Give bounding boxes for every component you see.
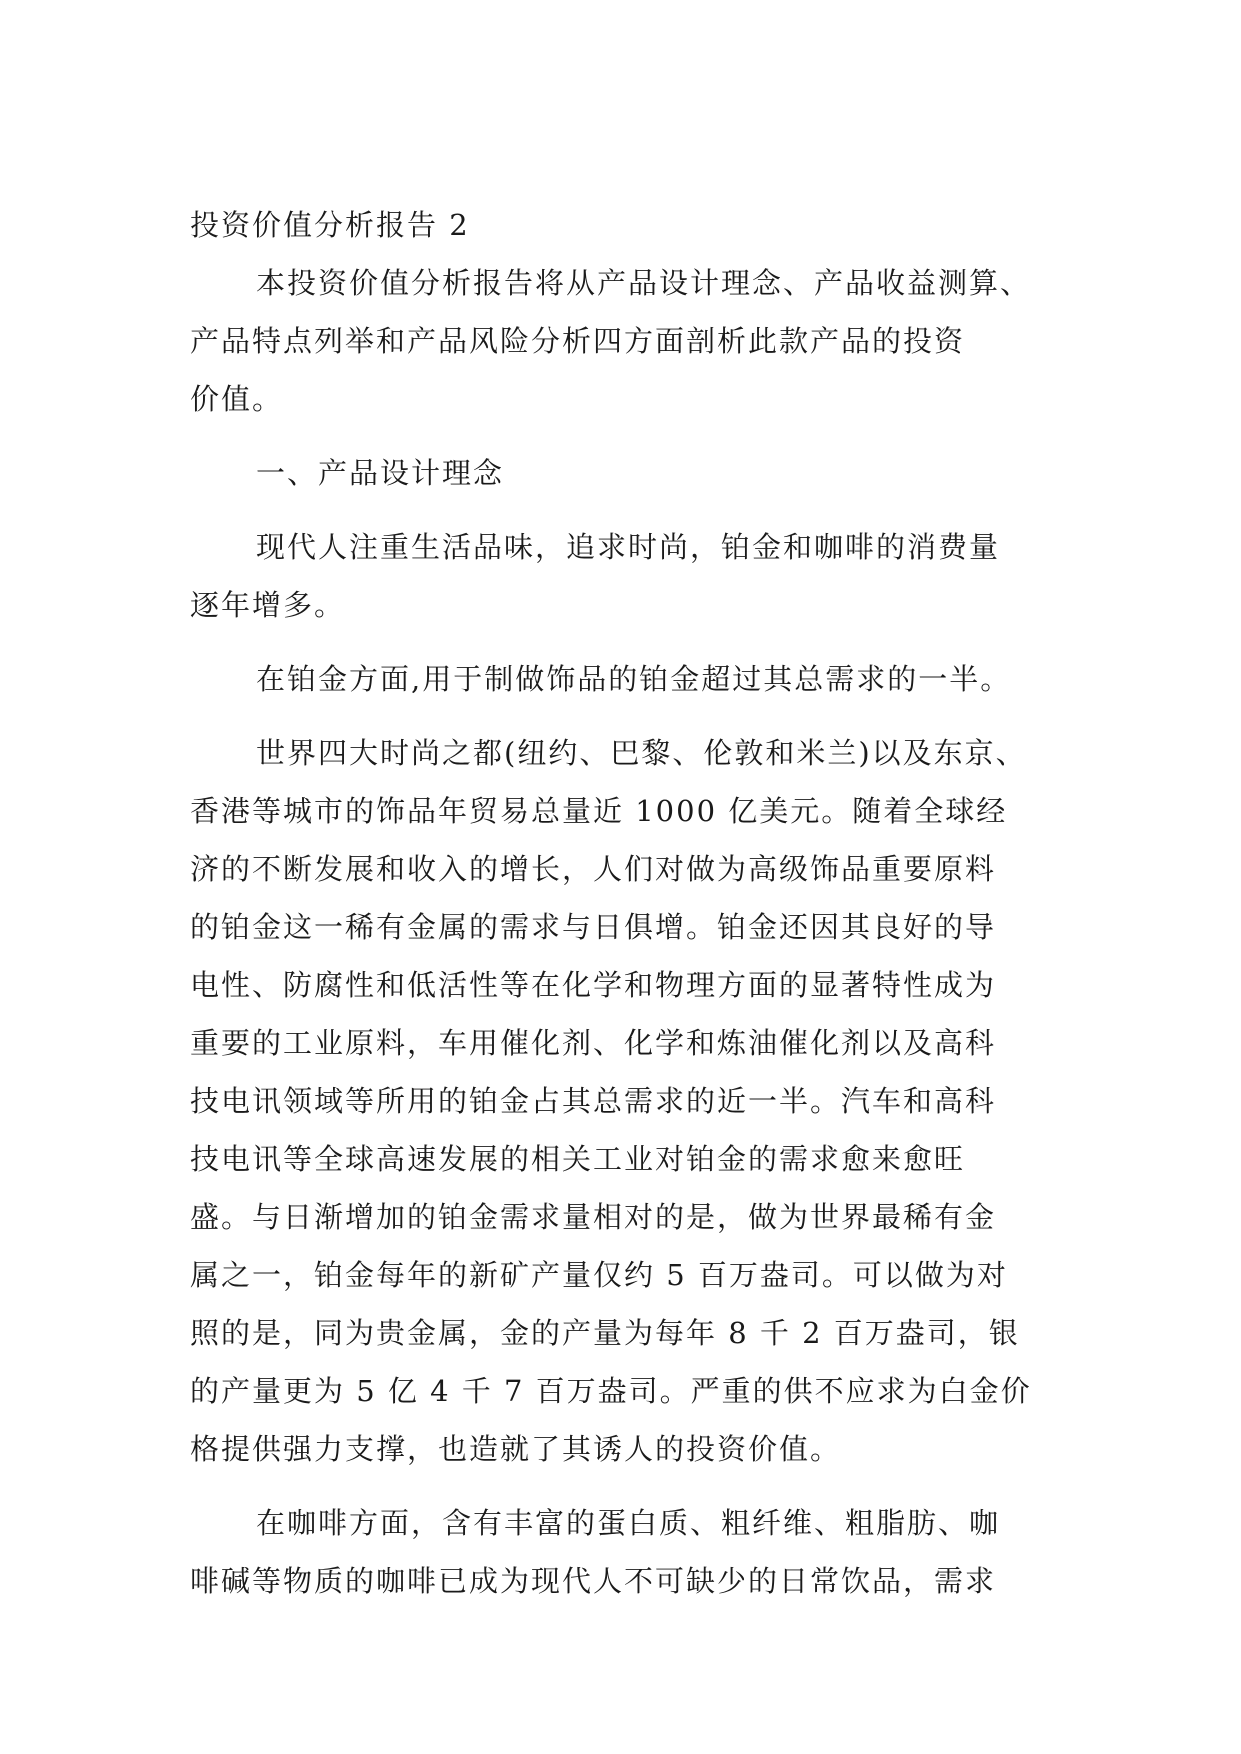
paragraph-line: 盛。与日渐增加的铂金需求量相对的是，做为世界最稀有金 [190, 1200, 997, 1234]
paragraph-line: 技电讯等全球高速发展的相关工业对铂金的需求愈来愈旺 [190, 1142, 966, 1176]
paragraph-line: 技电讯领域等所用的铂金占其总需求的近一半。汽车和高科 [190, 1084, 997, 1118]
paragraph-line: 济的不断发展和收入的增长，人们对做为高级饰品重要原料 [190, 852, 997, 886]
paragraph-line: 的产量更为 5 亿 4 千 7 百万盎司。严重的供不应求为白金价 [190, 1374, 1032, 1408]
paragraph-gap [190, 708, 1070, 724]
section-heading-text: 一、产品设计理念 [256, 456, 505, 490]
paragraph-line: 格提供强力支撑，也造就了其诱人的投资价值。 [190, 1432, 842, 1466]
paragraph-gap [190, 634, 1070, 650]
paragraph-line: 属之一，铂金每年的新矿产量仅约 5 百万盎司。可以做为对 [190, 1258, 1008, 1292]
paragraph-line: 本投资价值分析报告将从产品设计理念、产品收益测算、 [256, 266, 1032, 300]
paragraph-line: 香港等城市的饰品年贸易总量近 1000 亿美元。随着全球经 [190, 794, 1008, 828]
paragraph-line: 世界四大时尚之都(纽约、巴黎、伦敦和米兰)以及东京、 [256, 736, 1027, 770]
paragraph-line: 照的是，同为贵金属，金的产量为每年 8 千 2 百万盎司，银 [190, 1316, 1020, 1350]
paragraph-line: 啡碱等物质的咖啡已成为现代人不可缺少的日常饮品，需求 [190, 1564, 997, 1598]
paragraph-line: 的铂金这一稀有金属的需求与日俱增。铂金还因其良好的导 [190, 910, 997, 944]
section-heading [190, 444, 1070, 502]
paragraph-line: 重要的工业原料，车用催化剂、化学和炼油催化剂以及高科 [190, 1026, 997, 1060]
paragraph-line: 现代人注重生活品味，追求时尚，铂金和咖啡的消费量 [256, 530, 1001, 564]
paragraph-platinum-demand [190, 724, 1070, 1478]
paragraph-platinum-jewelry [190, 650, 1070, 708]
document-body [190, 196, 1070, 1610]
paragraph-intro [190, 254, 1070, 428]
paragraph-gap [190, 428, 1070, 444]
paragraph-line: 电性、防腐性和低活性等在化学和物理方面的显著特性成为 [190, 968, 997, 1002]
paragraph-line: 在咖啡方面，含有丰富的蛋白质、粗纤维、粗脂肪、咖 [256, 1506, 1001, 1540]
paragraph-line: 逐年增多。 [190, 588, 346, 622]
paragraph-line: 在铂金方面,用于制做饰品的铂金超过其总需求的一半。 [256, 662, 1012, 696]
paragraph-gap [190, 1478, 1070, 1494]
paragraph-line: 价值。 [190, 382, 284, 416]
document-title: 投资价值分析报告 2 [190, 208, 470, 242]
paragraph-coffee [190, 1494, 1070, 1610]
paragraph-line: 产品特点列举和产品风险分析四方面剖析此款产品的投资 [190, 324, 966, 358]
paragraph-gap [190, 502, 1070, 518]
paragraph-consumption [190, 518, 1070, 634]
